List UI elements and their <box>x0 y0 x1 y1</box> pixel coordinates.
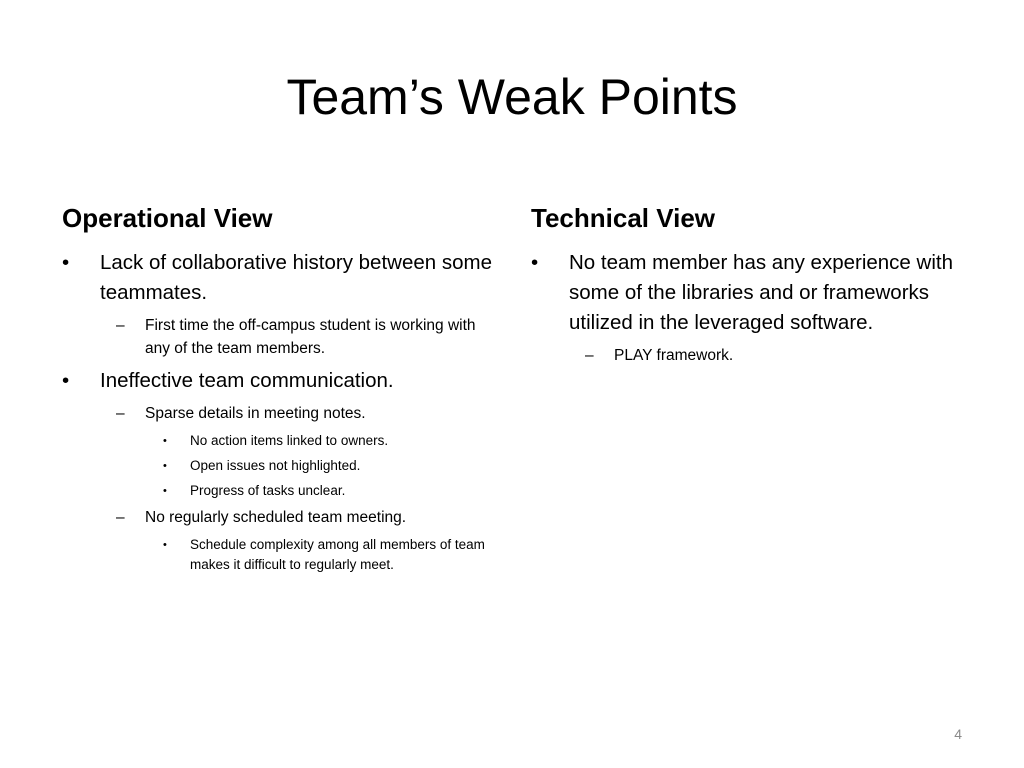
bullet-text: No team member has any experience with some of the libraries and or frameworks utilized in the leveraged software. <box>569 251 953 334</box>
bullet-marker: • <box>163 435 167 447</box>
page-number: 4 <box>954 726 962 742</box>
sub-bullet-item <box>62 402 502 425</box>
bullet-item <box>531 248 971 338</box>
sub-bullet-item <box>62 506 502 529</box>
technical-view-heading: Technical View <box>531 203 716 233</box>
sub-sub-bullet-item <box>62 535 502 575</box>
bullet-item <box>62 366 502 396</box>
bullet-text: Ineffective team communication. <box>100 369 394 392</box>
sub-bullet-text: Sparse details in meeting notes. <box>145 405 366 422</box>
dash-marker: – <box>585 347 594 364</box>
sub-sub-bullet-item <box>62 456 502 476</box>
sub-bullet-text: PLAY framework. <box>614 347 734 364</box>
bullet-item <box>62 248 502 308</box>
sub-sub-bullet-item <box>62 431 502 451</box>
sub-bullet-text: First time the off-campus student is working with any of the team members. <box>145 317 476 357</box>
sub-sub-bullet-text: Progress of tasks unclear. <box>190 483 346 498</box>
slide-title: Team’s Weak Points <box>286 69 738 125</box>
operational-view-list <box>62 248 502 575</box>
bullet-marker: • <box>62 369 70 392</box>
bullet-marker: • <box>163 460 167 472</box>
sub-sub-bullet-item <box>62 481 502 501</box>
bullet-marker: • <box>163 539 167 551</box>
bullet-marker: • <box>62 251 70 274</box>
dash-marker: – <box>116 405 125 422</box>
sub-sub-bullet-text: Open issues not highlighted. <box>190 458 361 473</box>
sub-bullet-item <box>531 344 971 367</box>
technical-view-column <box>531 200 971 373</box>
bullet-marker: • <box>163 485 167 497</box>
sub-bullet-text: No regularly scheduled team meeting. <box>145 509 407 526</box>
sub-sub-bullet-text: Schedule complexity among all members of team makes it difficult to regularly meet. <box>190 537 485 572</box>
operational-view-heading: Operational View <box>62 203 273 233</box>
dash-marker: – <box>116 317 125 334</box>
dash-marker: – <box>116 509 125 526</box>
sub-sub-bullet-text: No action items linked to owners. <box>190 433 389 448</box>
technical-view-list <box>531 248 971 367</box>
operational-view-column <box>62 200 502 580</box>
sub-bullet-item <box>62 314 502 360</box>
bullet-text: Lack of collaborative history between some teammates. <box>100 251 492 304</box>
bullet-marker: • <box>531 251 539 274</box>
